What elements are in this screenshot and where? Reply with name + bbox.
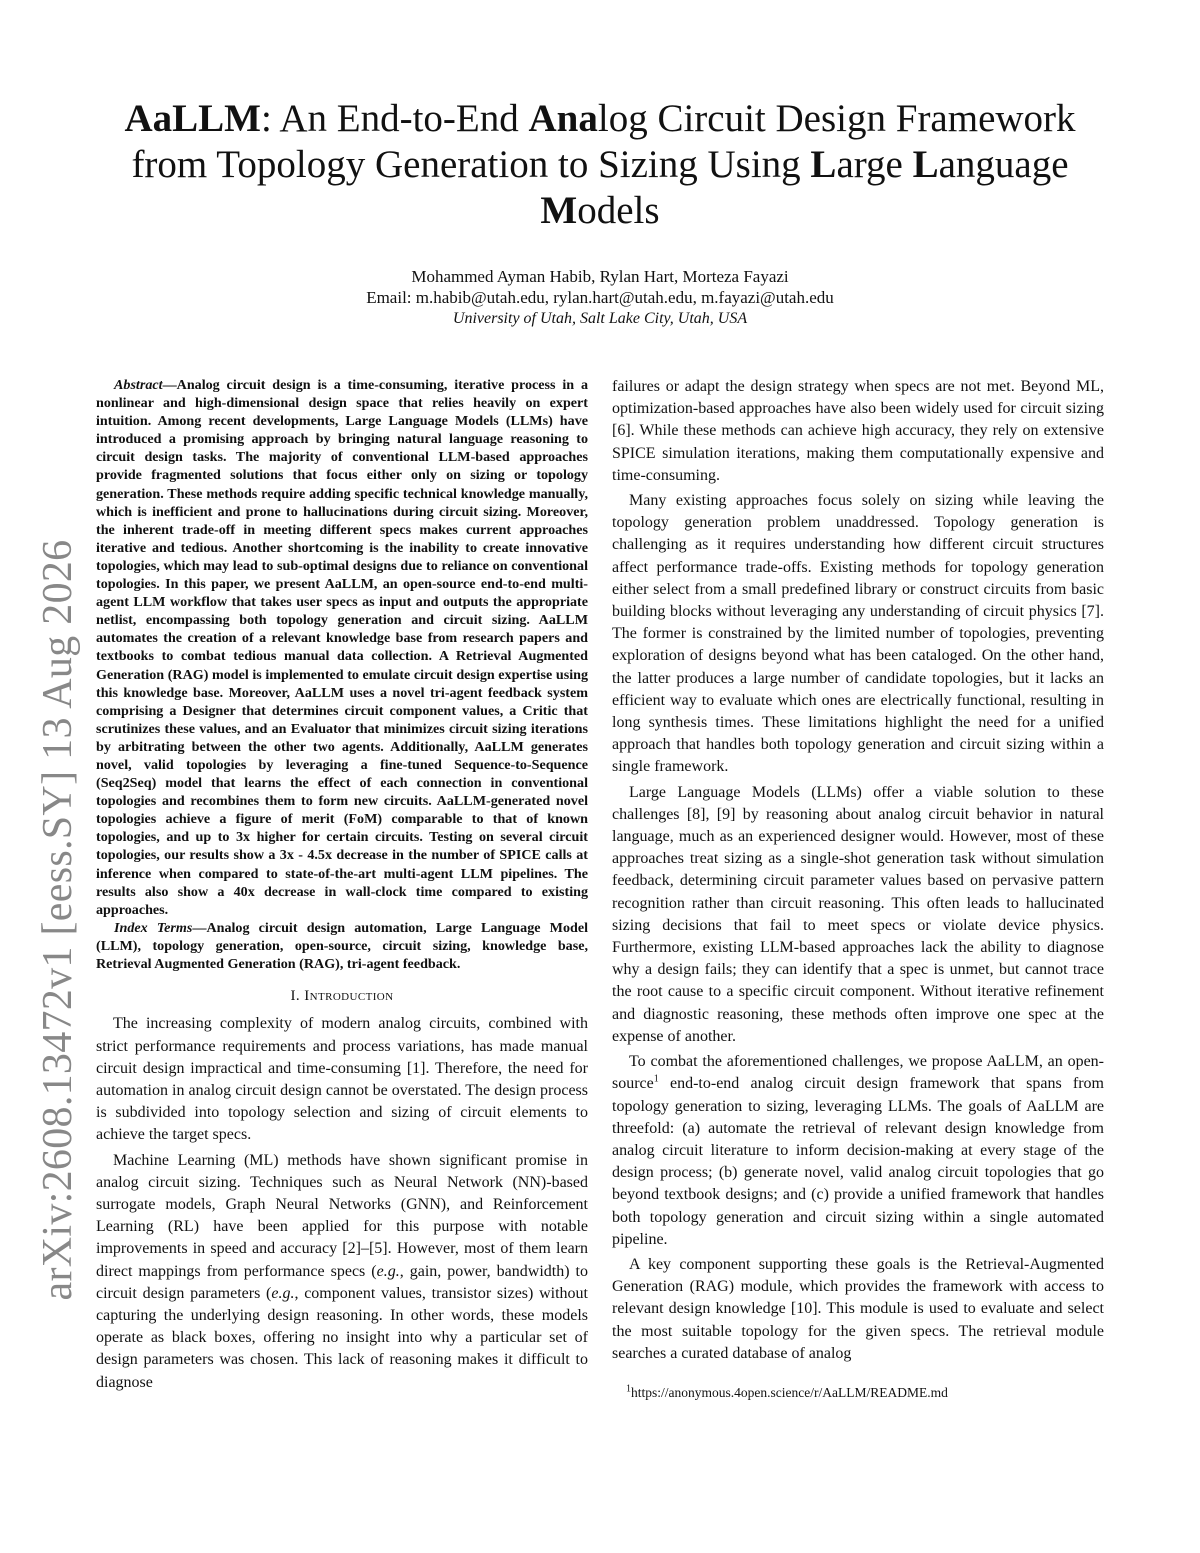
left-column: [96, 376, 588, 1394]
footnote-marker: 1: [653, 1073, 659, 1085]
footnote: [612, 1384, 1104, 1402]
intro-paragraph-5: Large Language Models (LLMs) offer a viable solution to these challenges [8], [9] by reasoning about analog circuit behavior in natural language, much as an experienced designer would. However, most of these approaches treat sizing as a single-shot generation task without simulation feedback, determining circuit parameter values based on pervasive pattern recognition rather than circuit reasoning. This often leads to hallucinated sizing decisions that fail to meet specs or violate device physics. Furthermore, existing LLM-based approaches lack the ability to diagnose why a design fails; they can identify that a spec is unmet, but cannot trace the root cause to a specific circuit component. Without iterative refinement and diagnostic reasoning, these methods often improve one spec at the expense of another.: [612, 783, 1104, 1045]
author-affiliation: University of Utah, Salt Lake City, Utah, USA: [452, 310, 748, 327]
author-names: Mohammed Ayman Habib, Rylan Hart, Morteza Fayazi: [411, 267, 789, 286]
arxiv-identifier: arXiv:2608.13472v1 [eess.SY] 13 Aug 2026: [35, 539, 81, 1301]
abstract-label: Abstract: [114, 377, 163, 393]
intro-paragraph-6: To combat the aforementioned challenges, we propose AaLLM, an open-source$^1$ end-to-end analog circuit design framework that spans from topology generation to sizing, leveraging LLMs. The goals of AaLLM are threefold: (a) automate the retrieval of relevant design knowledge from analog circuit literature to inform decision-making at every stage of the design process; (b) generate novel, valid analog circuit topologies that go beyond textbook designs; and (c) provide a unified framework that handles both topology generation and circuit sizing within a single automated pipeline.: [612, 1053, 1104, 1248]
footnote-number: 1: [626, 1383, 631, 1395]
arxiv-sidebar: [28, 539, 88, 1301]
index-terms-label: Index Terms: [114, 919, 193, 936]
author-block: [100, 266, 1100, 329]
intro-paragraph-4: Many existing approaches focus solely on sizing while leaving the topology generation problem unaddressed. Topology generation is challenging as it requires understanding how different circuit structures affect performance trade-offs. Existing methods for topology generation either select from a small predefined library or construct circuits from basic building blocks without leveraging any understanding of circuit physics [7]. The former is constrained by the limited number of topologies, preventing exploration of designs beyond what has been cataloged. On the other hand, the latter produces a large number of candidate topologies, but it lacks an efficient way to evaluate which ones are electrically functional, resulting in long synthesis times. These limitations highlight the need for a unified approach that handles both topology generation and circuit sizing within a single framework.: [612, 492, 1104, 776]
author-emails: Email: m.habib@utah.edu, rylan.hart@utah.edu, m.fayazi@utah.edu: [366, 288, 834, 307]
index-terms: Index Terms—Analog circuit design automation, Large Language Model (LLM), topology generation, open-source, circuit sizing, knowledge base, Retrieval Augmented Generation (RAG), tri-agent feedback.: [96, 919, 589, 972]
footnote-link[interactable]: https://anonymous.4open.science/r/AaLLM/README.md: [631, 1385, 948, 1400]
intro-paragraph-3: failures or adapt the design strategy when specs are not met. Beyond ML, optimization-based approaches have also been widely used for circuit sizing [6]. While these methods can achieve high accuracy, they rely on extensive SPICE simulation iterations, making them computationally expensive and time-consuming.: [612, 378, 1104, 484]
paper-title: AaLLM: An End-to-End Analog Circuit Design Framework from Topology Generation to Sizing Using Large Language Models: [124, 97, 1076, 232]
section-heading-introduction: I. Introduction: [290, 988, 394, 1005]
abstract: Abstract—Analog circuit design is a time-consuming, iterative process in a nonlinear and high-dimensional design space that relies heavily on expert intuition. Among recent developments, Large Language Models (LLMs) have introduced a promising approach by bringing natural language reasoning to circuit design tasks. The majority of conventional LLM-based approaches provide fragmented solutions that focus either only on sizing or topology generation. These methods require adding specific technical knowledge manually, which is inefficient and prone to hallucinations during circuit sizing. Moreover, the inherent trade-off in meeting different specs makes current approaches iterative and tedious. Another shortcoming is the inability to create innovative topologies, which may lead to sub-optimal designs due to reliance on conventional topologies. In this paper, we present AaLLM, an open-source end-to-end multi-agent LLM workflow that takes user specs as input and outputs the appropriate netlist, encompassing both topology generation and circuit sizing. AaLLM automates the creation of a relevant knowledge base from research papers and textbooks to combat tedious manual data collection. A Retrieval Augmented Generation (RAG) model is implemented to emulate circuit design expertise using this knowledge base. Moreover, AaLLM uses a novel tri-agent feedback system comprising a Designer that determines circuit component values, a Critic that scrutinizes these values, and an Evaluator that minimizes circuit sizing iterations by arbitrating between the other two agents. Additionally, AaLLM generates novel, valid topologies by leveraging a fine-tuned Sequence-to-Sequence (Seq2Seq) model that learns the effect of each connection in conventional topologies and recombines them to form new circuits. AaLLM-generated novel topologies achieve a figure of merit (FoM) comparable to that of known topologies, and up to 3x higher for certain circuits. Testing on several circuit topologies, our results show a 3x - 4.5x decrease in the number of SPICE calls at inference when compared to state-of-the-art multi-agent LLM pipelines. The results also show a 40x decrease in wall-clock time compared to existing approaches.: [96, 377, 588, 918]
intro-paragraph-7: A key component supporting these goals is the Retrieval-Augmented Generation (RAG) module, which provides the framework with access to relevant design knowledge [10]. This module is used to evaluate and select the most suitable topology for the given specs. The retrieval module searches a curated database of analog: [612, 1255, 1104, 1362]
intro-paragraph-1: The increasing complexity of modern analog circuits, combined with strict performance requirements and process variations, has made manual circuit design impractical and time-consuming [1]. Therefore, the need for automation in analog circuit design cannot be overstated. The design process is subdivided into topology selection and sizing of circuit elements to achieve the target specs.: [96, 1015, 588, 1144]
right-column: [612, 376, 1104, 1365]
intro-paragraph-2: Machine Learning (ML) methods have shown significant promise in analog circuit sizing. Techniques such as Neural Network (NN)-based surrogate models, Graph Neural Networks (GNN), and Reinforcement Learning (RL) have been applied for this purpose with notable improvements in speed and accuracy [2]–[5]. However, most of them learn direct mappings from performance specs (e.g., gain, power, bandwidth) to circuit design parameters (e.g., component values, transistor sizes) without capturing the underlying design reasoning. In other words, these models operate as black boxes, offering no insight into why a particular set of design parameters was chosen. This lack of reasoning makes it difficult to diagnose: [96, 1151, 588, 1391]
